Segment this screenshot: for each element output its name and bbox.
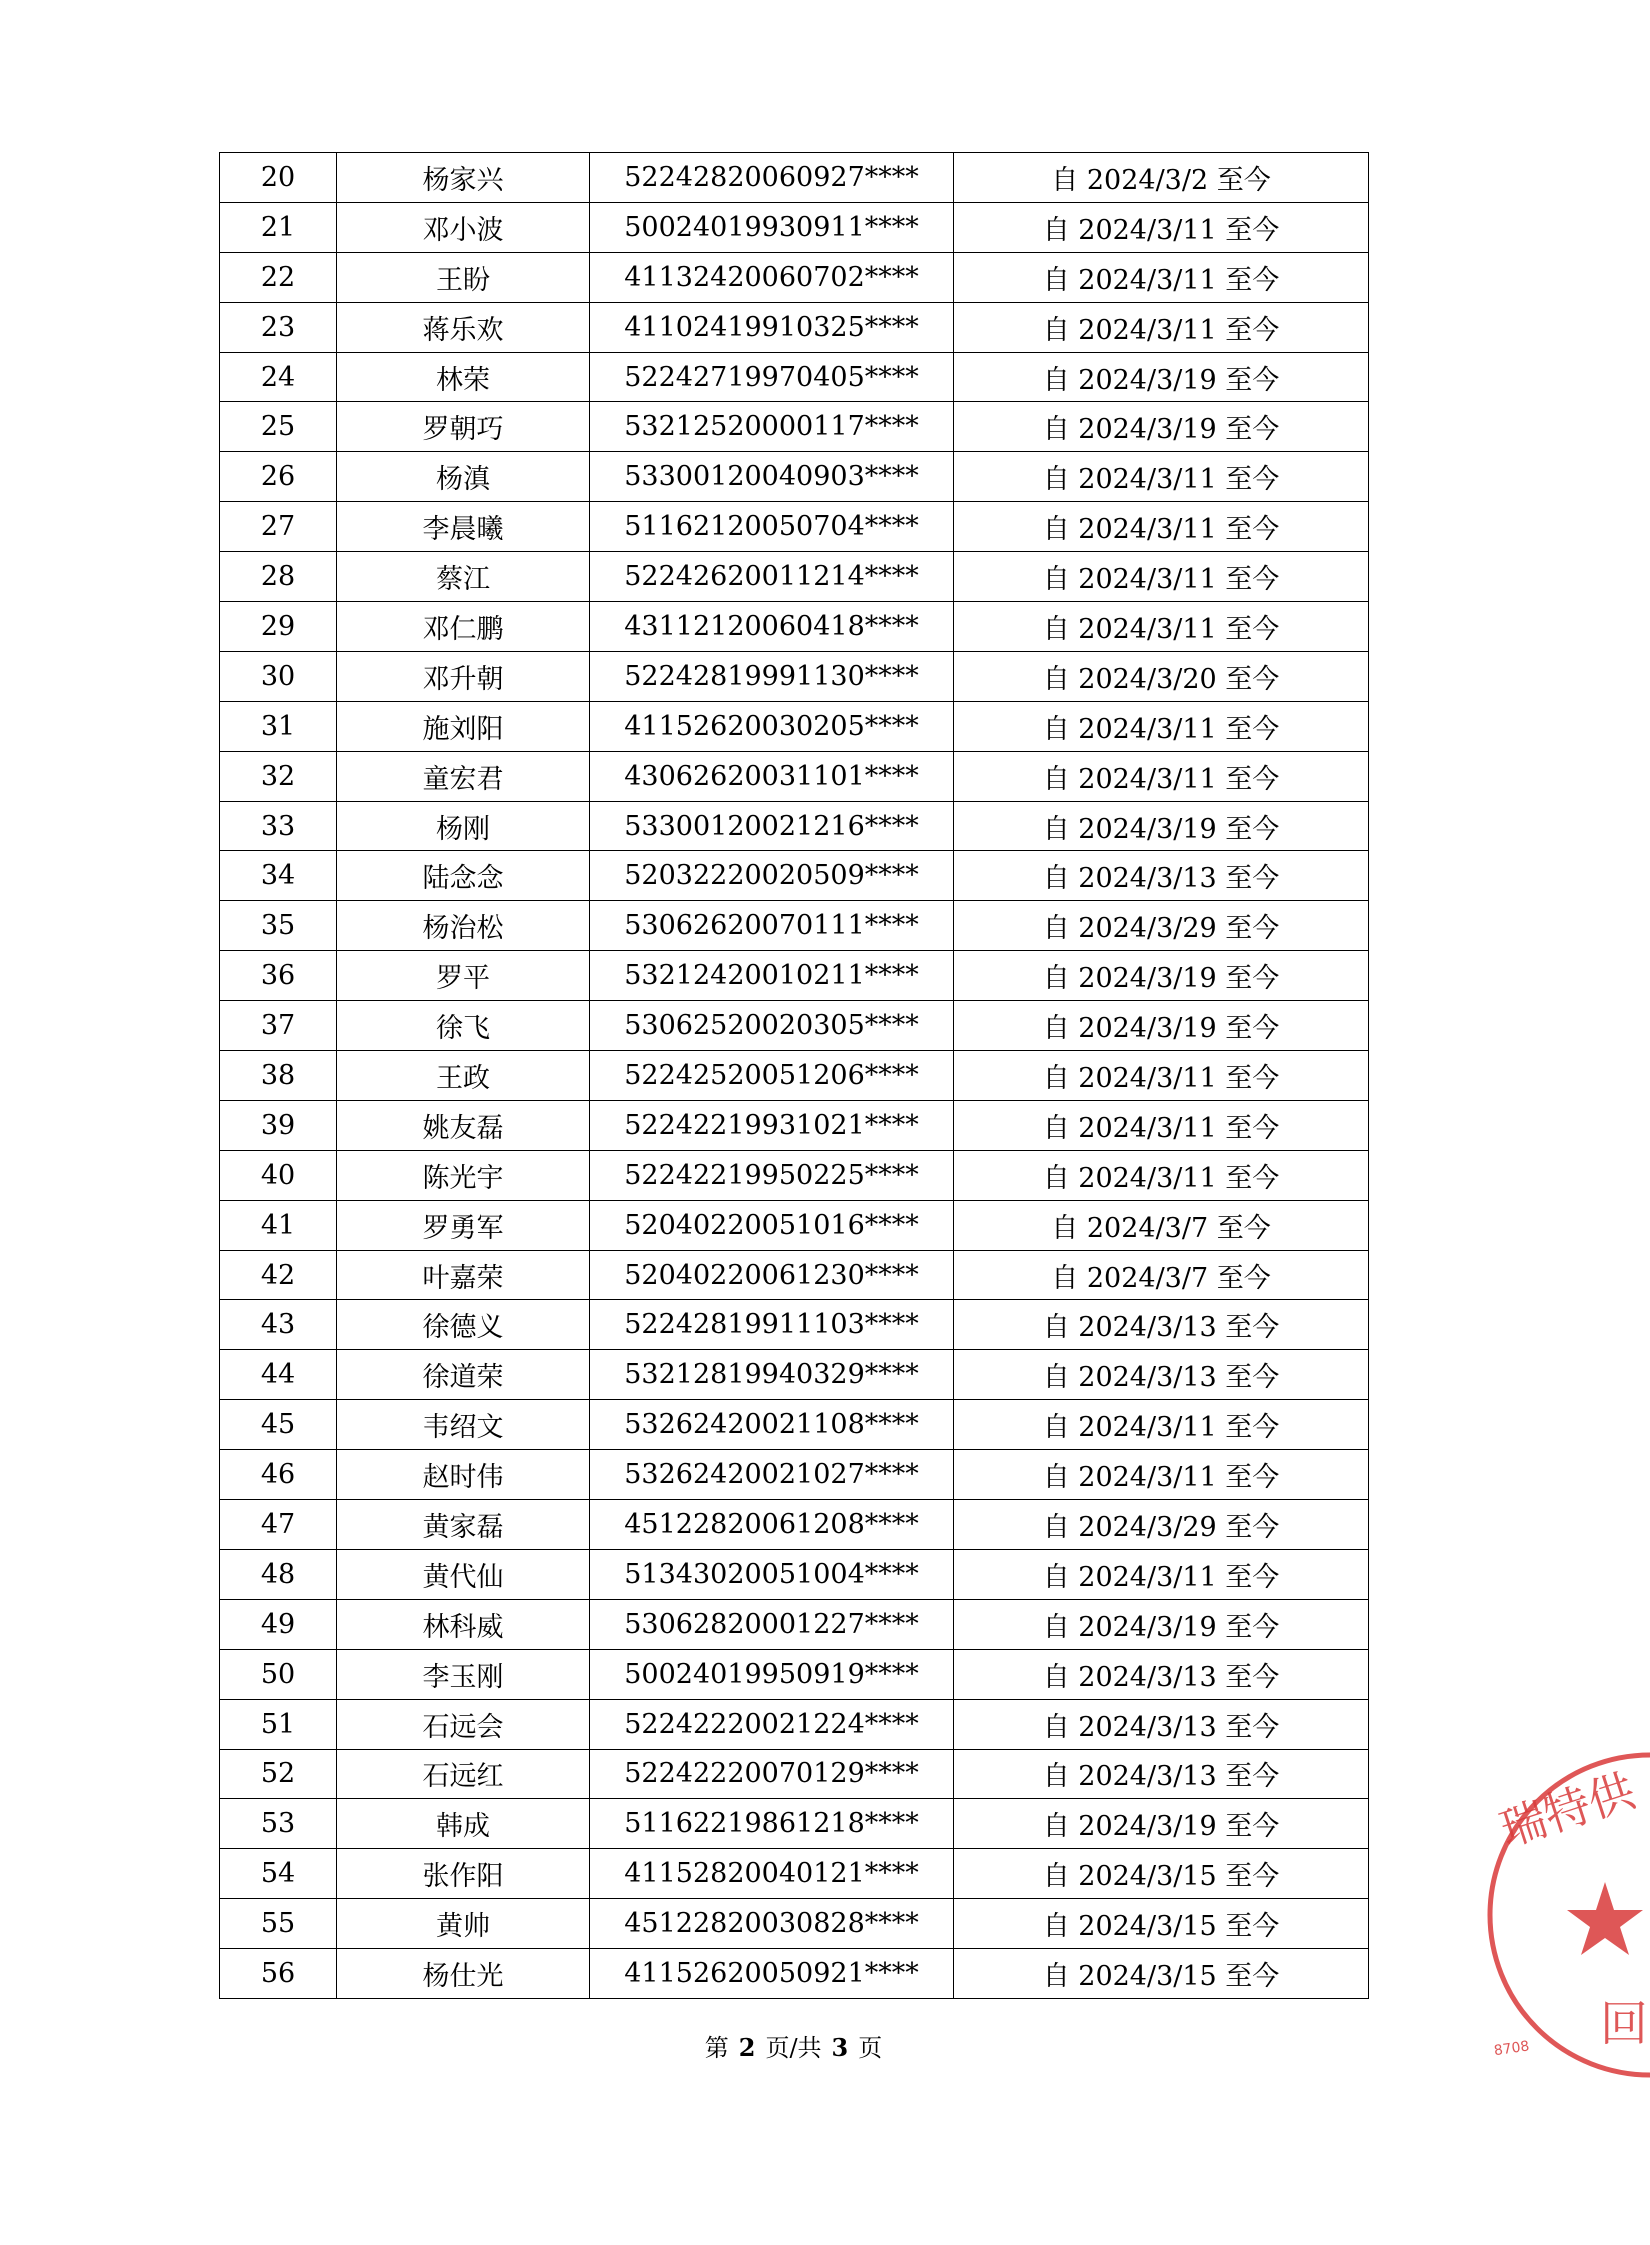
- table-row: [220, 1051, 1369, 1101]
- name-cell: 徐德义: [337, 1300, 590, 1350]
- table-row: [220, 1300, 1369, 1350]
- row-number-cell: 21: [220, 202, 337, 252]
- personnel-table: [219, 152, 1369, 1999]
- name-cell: 林科威: [337, 1599, 590, 1649]
- name-cell: 邓仁鹏: [337, 602, 590, 652]
- id-number-cell: 51162120050704****: [590, 502, 954, 552]
- period-cell: 自 2024/3/11 至今: [954, 1549, 1369, 1599]
- id-number-cell: 52242819911103****: [590, 1300, 954, 1350]
- table-row: [220, 1699, 1369, 1749]
- id-number-cell: 53212819940329****: [590, 1350, 954, 1400]
- id-number-cell: 45122820061208****: [590, 1500, 954, 1550]
- row-number-cell: 35: [220, 901, 337, 951]
- table-row: [220, 851, 1369, 901]
- table-row: [220, 1100, 1369, 1150]
- period-cell: 自 2024/3/11 至今: [954, 602, 1369, 652]
- table-row: [220, 1150, 1369, 1200]
- row-number-cell: 56: [220, 1949, 337, 1999]
- name-cell: 黄代仙: [337, 1549, 590, 1599]
- name-cell: 罗朝巧: [337, 402, 590, 452]
- row-number-cell: 36: [220, 951, 337, 1001]
- id-number-cell: 53062820001227****: [590, 1599, 954, 1649]
- period-cell: 自 2024/3/11 至今: [954, 502, 1369, 552]
- name-cell: 韦绍文: [337, 1400, 590, 1450]
- page-footer: [0, 2028, 1587, 2063]
- row-number-cell: 22: [220, 252, 337, 302]
- id-number-cell: 53300120040903****: [590, 452, 954, 502]
- name-cell: 叶嘉荣: [337, 1250, 590, 1300]
- row-number-cell: 25: [220, 402, 337, 452]
- period-cell: 自 2024/3/13 至今: [954, 1749, 1369, 1799]
- name-cell: 张作阳: [337, 1849, 590, 1899]
- row-number-cell: 38: [220, 1051, 337, 1101]
- table-row: [220, 552, 1369, 602]
- table-row: [220, 1001, 1369, 1051]
- row-number-cell: 26: [220, 452, 337, 502]
- id-number-cell: 53300120021216****: [590, 801, 954, 851]
- total-pages-number: 3: [831, 2033, 849, 2062]
- id-number-cell: 53062620070111****: [590, 901, 954, 951]
- period-cell: 自 2024/3/29 至今: [954, 901, 1369, 951]
- name-cell: 罗平: [337, 951, 590, 1001]
- row-number-cell: 50: [220, 1649, 337, 1699]
- row-number-cell: 33: [220, 801, 337, 851]
- name-cell: 李玉刚: [337, 1649, 590, 1699]
- period-cell: 自 2024/3/19 至今: [954, 1599, 1369, 1649]
- id-number-cell: 52242719970405****: [590, 352, 954, 402]
- row-number-cell: 48: [220, 1549, 337, 1599]
- table-row: [220, 502, 1369, 552]
- id-number-cell: 50024019930911****: [590, 202, 954, 252]
- id-number-cell: 53062520020305****: [590, 1001, 954, 1051]
- table-row: [220, 1849, 1369, 1899]
- name-cell: 黄帅: [337, 1899, 590, 1949]
- table-row: [220, 901, 1369, 951]
- current-page-number: 2: [738, 2033, 756, 2062]
- period-cell: 自 2024/3/11 至今: [954, 701, 1369, 751]
- id-number-cell: 41152620050921****: [590, 1949, 954, 1999]
- table-row: [220, 252, 1369, 302]
- period-cell: 自 2024/3/15 至今: [954, 1849, 1369, 1899]
- period-cell: 自 2024/3/11 至今: [954, 552, 1369, 602]
- id-number-cell: 51162219861218****: [590, 1799, 954, 1849]
- name-cell: 杨刚: [337, 801, 590, 851]
- table-row: [220, 1250, 1369, 1300]
- period-cell: 自 2024/3/11 至今: [954, 1051, 1369, 1101]
- name-cell: 王盼: [337, 252, 590, 302]
- id-number-cell: 52242220021224****: [590, 1699, 954, 1749]
- id-number-cell: 52242520051206****: [590, 1051, 954, 1101]
- row-number-cell: 53: [220, 1799, 337, 1849]
- name-cell: 蔡江: [337, 552, 590, 602]
- id-number-cell: 52242219950225****: [590, 1150, 954, 1200]
- row-number-cell: 27: [220, 502, 337, 552]
- row-number-cell: 40: [220, 1150, 337, 1200]
- name-cell: 邓小波: [337, 202, 590, 252]
- row-number-cell: 45: [220, 1400, 337, 1450]
- name-cell: 罗勇军: [337, 1200, 590, 1250]
- table-row: [220, 352, 1369, 402]
- period-cell: 自 2024/3/13 至今: [954, 1350, 1369, 1400]
- row-number-cell: 47: [220, 1500, 337, 1550]
- table-row: [220, 402, 1369, 452]
- table-row: [220, 1899, 1369, 1949]
- seal-fragment-text: 回: [1600, 1996, 1649, 2052]
- period-cell: 自 2024/3/11 至今: [954, 1400, 1369, 1450]
- name-cell: 杨仕光: [337, 1949, 590, 1999]
- row-number-cell: 39: [220, 1100, 337, 1150]
- id-number-cell: 41102419910325****: [590, 302, 954, 352]
- row-number-cell: 20: [220, 153, 337, 203]
- name-cell: 赵时伟: [337, 1450, 590, 1500]
- table-row: [220, 452, 1369, 502]
- name-cell: 杨滇: [337, 452, 590, 502]
- period-cell: 自 2024/3/19 至今: [954, 801, 1369, 851]
- id-number-cell: 53262420021108****: [590, 1400, 954, 1450]
- period-cell: 自 2024/3/7 至今: [954, 1250, 1369, 1300]
- name-cell: 石远会: [337, 1699, 590, 1749]
- id-number-cell: 43062620031101****: [590, 751, 954, 801]
- table-row: [220, 1749, 1369, 1799]
- period-cell: 自 2024/3/13 至今: [954, 851, 1369, 901]
- id-number-cell: 51343020051004****: [590, 1549, 954, 1599]
- period-cell: 自 2024/3/11 至今: [954, 302, 1369, 352]
- name-cell: 蒋乐欢: [337, 302, 590, 352]
- period-cell: 自 2024/3/11 至今: [954, 452, 1369, 502]
- row-number-cell: 30: [220, 651, 337, 701]
- row-number-cell: 46: [220, 1450, 337, 1500]
- row-number-cell: 42: [220, 1250, 337, 1300]
- row-number-cell: 31: [220, 701, 337, 751]
- period-cell: 自 2024/3/19 至今: [954, 1799, 1369, 1849]
- period-cell: 自 2024/3/11 至今: [954, 751, 1369, 801]
- row-number-cell: 24: [220, 352, 337, 402]
- table-body: [220, 153, 1369, 1999]
- period-cell: 自 2024/3/29 至今: [954, 1500, 1369, 1550]
- period-cell: 自 2024/3/20 至今: [954, 651, 1369, 701]
- table-row: [220, 602, 1369, 652]
- period-cell: 自 2024/3/2 至今: [954, 153, 1369, 203]
- id-number-cell: 53212520000117****: [590, 402, 954, 452]
- id-number-cell: 52040220051016****: [590, 1200, 954, 1250]
- period-cell: 自 2024/3/15 至今: [954, 1899, 1369, 1949]
- seal-serial: 8708: [1492, 2038, 1531, 2060]
- table-row: [220, 651, 1369, 701]
- name-cell: 杨家兴: [337, 153, 590, 203]
- table-row: [220, 1799, 1369, 1849]
- name-cell: 黄家磊: [337, 1500, 590, 1550]
- name-cell: 陆念念: [337, 851, 590, 901]
- id-number-cell: 43112120060418****: [590, 602, 954, 652]
- id-number-cell: 52032220020509****: [590, 851, 954, 901]
- footer-prefix: 第: [704, 2034, 729, 2062]
- id-number-cell: 41152820040121****: [590, 1849, 954, 1899]
- name-cell: 徐道荣: [337, 1350, 590, 1400]
- name-cell: 邓升朝: [337, 651, 590, 701]
- id-number-cell: 52242819991130****: [590, 651, 954, 701]
- row-number-cell: 23: [220, 302, 337, 352]
- period-cell: 自 2024/3/11 至今: [954, 1450, 1369, 1500]
- id-number-cell: 53212420010211****: [590, 951, 954, 1001]
- table-row: [220, 153, 1369, 203]
- row-number-cell: 43: [220, 1300, 337, 1350]
- period-cell: 自 2024/3/11 至今: [954, 1100, 1369, 1150]
- table-row: [220, 1450, 1369, 1500]
- table-row: [220, 951, 1369, 1001]
- period-cell: 自 2024/3/15 至今: [954, 1949, 1369, 1999]
- footer-suffix: 页: [858, 2034, 883, 2062]
- row-number-cell: 52: [220, 1749, 337, 1799]
- star-icon: [1567, 1882, 1643, 1955]
- table-row: [220, 302, 1369, 352]
- name-cell: 李晨曦: [337, 502, 590, 552]
- name-cell: 石远红: [337, 1749, 590, 1799]
- row-number-cell: 37: [220, 1001, 337, 1051]
- row-number-cell: 54: [220, 1849, 337, 1899]
- period-cell: 自 2024/3/11 至今: [954, 252, 1369, 302]
- footer-middle: 页/共: [765, 2034, 822, 2062]
- name-cell: 杨治松: [337, 901, 590, 951]
- table-row: [220, 1400, 1369, 1450]
- table-row: [220, 202, 1369, 252]
- row-number-cell: 51: [220, 1699, 337, 1749]
- name-cell: 姚友磊: [337, 1100, 590, 1150]
- period-cell: 自 2024/3/19 至今: [954, 402, 1369, 452]
- row-number-cell: 32: [220, 751, 337, 801]
- id-number-cell: 41152620030205****: [590, 701, 954, 751]
- name-cell: 林荣: [337, 352, 590, 402]
- name-cell: 童宏君: [337, 751, 590, 801]
- row-number-cell: 44: [220, 1350, 337, 1400]
- period-cell: 自 2024/3/13 至今: [954, 1699, 1369, 1749]
- name-cell: 徐飞: [337, 1001, 590, 1051]
- period-cell: 自 2024/3/19 至今: [954, 352, 1369, 402]
- period-cell: 自 2024/3/11 至今: [954, 202, 1369, 252]
- id-number-cell: 50024019950919****: [590, 1649, 954, 1699]
- id-number-cell: 52242219931021****: [590, 1100, 954, 1150]
- id-number-cell: 53262420021027****: [590, 1450, 954, 1500]
- id-number-cell: 45122820030828****: [590, 1899, 954, 1949]
- table-row: [220, 1350, 1369, 1400]
- id-number-cell: 41132420060702****: [590, 252, 954, 302]
- table-row: [220, 1949, 1369, 1999]
- row-number-cell: 28: [220, 552, 337, 602]
- row-number-cell: 55: [220, 1899, 337, 1949]
- name-cell: 王政: [337, 1051, 590, 1101]
- period-cell: 自 2024/3/13 至今: [954, 1300, 1369, 1350]
- id-number-cell: 52040220061230****: [590, 1250, 954, 1300]
- row-number-cell: 41: [220, 1200, 337, 1250]
- id-number-cell: 52242220070129****: [590, 1749, 954, 1799]
- period-cell: 自 2024/3/7 至今: [954, 1200, 1369, 1250]
- seal-text: 瑞特供: [1493, 1763, 1642, 1858]
- period-cell: 自 2024/3/19 至今: [954, 951, 1369, 1001]
- table-row: [220, 1549, 1369, 1599]
- row-number-cell: 29: [220, 602, 337, 652]
- period-cell: 自 2024/3/19 至今: [954, 1001, 1369, 1051]
- table-row: [220, 701, 1369, 751]
- table-row: [220, 1599, 1369, 1649]
- row-number-cell: 49: [220, 1599, 337, 1649]
- row-number-cell: 34: [220, 851, 337, 901]
- name-cell: 施刘阳: [337, 701, 590, 751]
- period-cell: 自 2024/3/13 至今: [954, 1649, 1369, 1699]
- table-row: [220, 1649, 1369, 1699]
- id-number-cell: 52242820060927****: [590, 153, 954, 203]
- id-number-cell: 52242620011214****: [590, 552, 954, 602]
- company-seal: [1480, 1740, 1650, 2090]
- table-row: [220, 1200, 1369, 1250]
- table-row: [220, 1500, 1369, 1550]
- period-cell: 自 2024/3/11 至今: [954, 1150, 1369, 1200]
- table-row: [220, 801, 1369, 851]
- name-cell: 陈光宇: [337, 1150, 590, 1200]
- name-cell: 韩成: [337, 1799, 590, 1849]
- table-row: [220, 751, 1369, 801]
